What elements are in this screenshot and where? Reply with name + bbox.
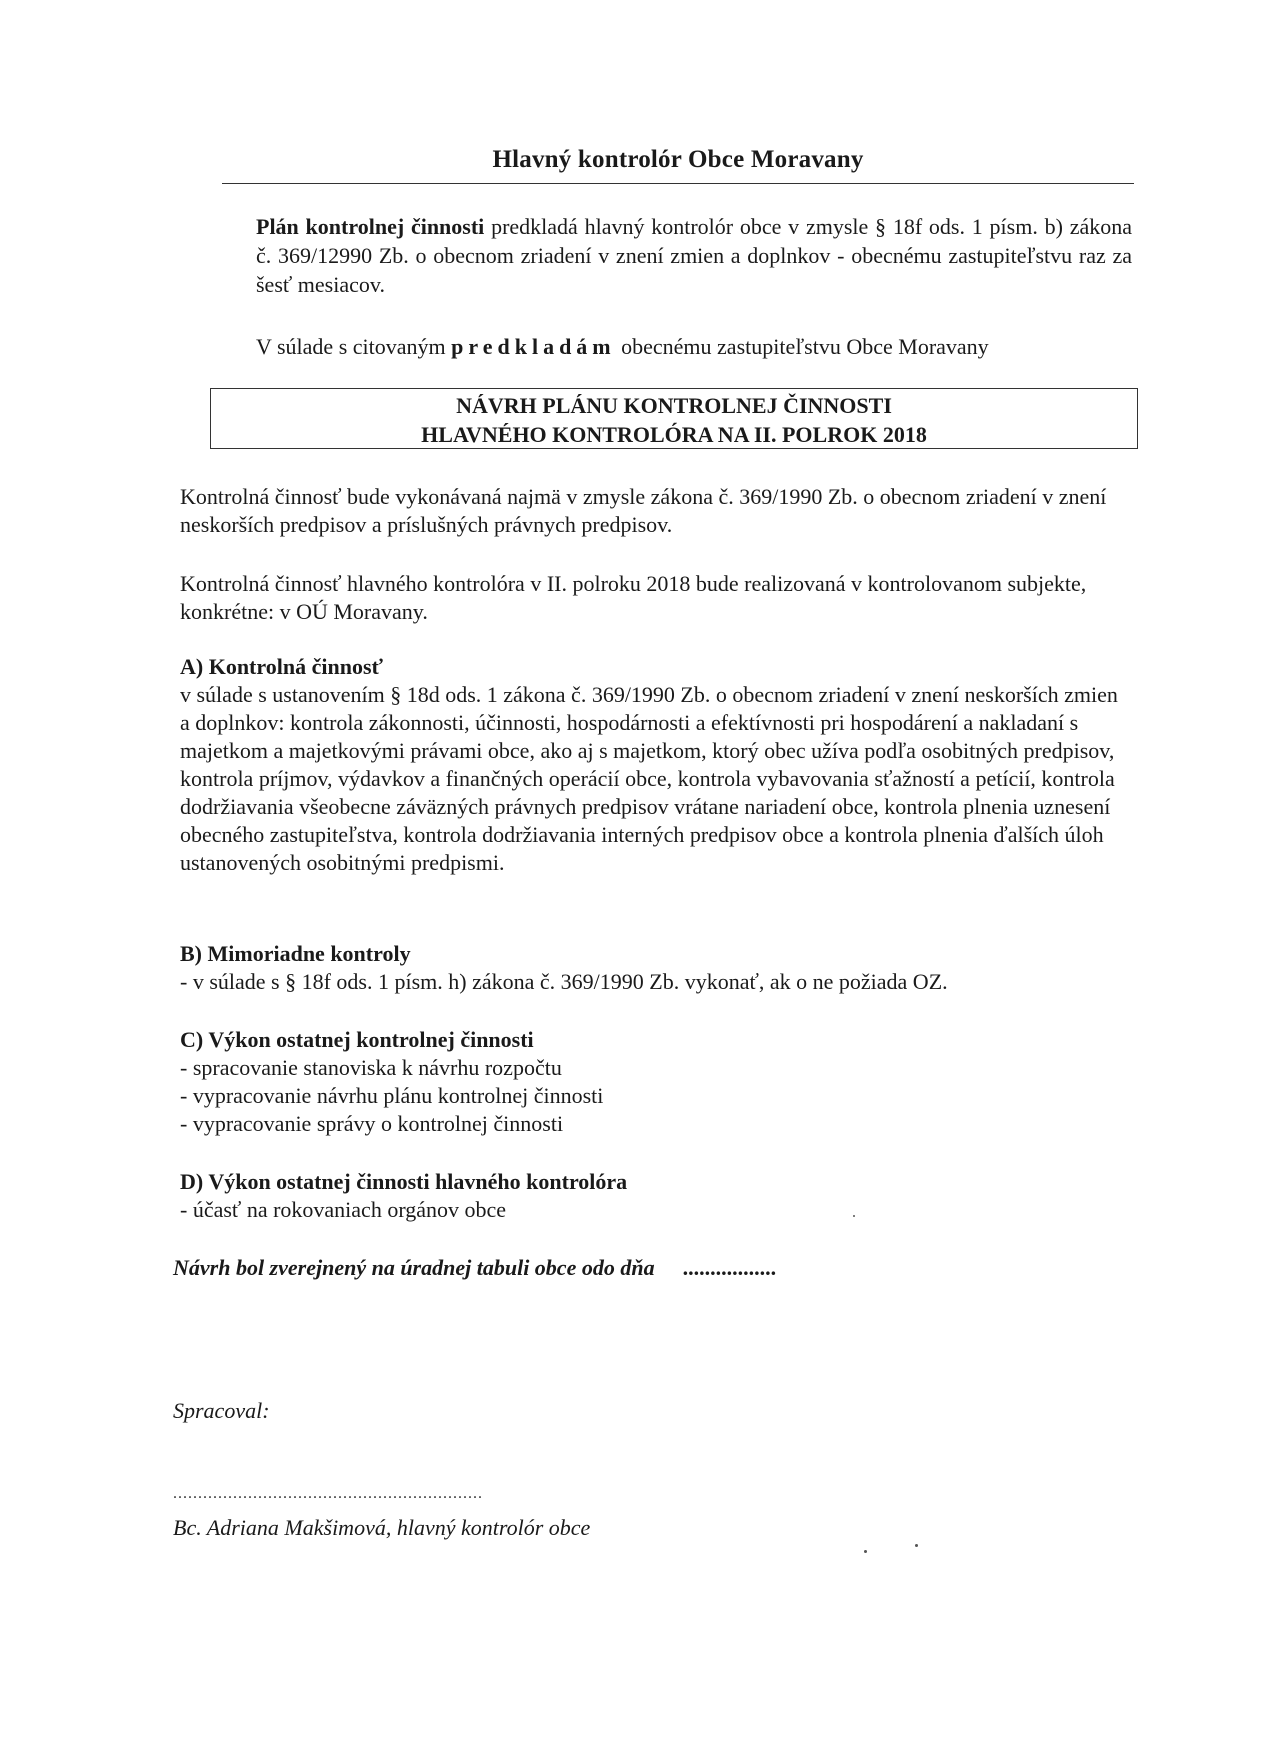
intro-lead: Plán kontrolnej činnosti: [256, 214, 485, 239]
plan-title-line-1: NÁVRH PLÁNU KONTROLNEJ ČINNOSTI: [456, 393, 892, 418]
section-a-text: v súlade s ustanovením § 18d ods. 1 zákona č. 369/1990 Zb. o obecnom zriadení v znení neskorších zmien a doplnkov: kontrola zákonnosti, účinnosti, hospodárnosti a efektívnosti pri hospodárení a nakladaní s majetkom a majetkovými právami obce, ako aj s majetkom, ktorý obec užíva podľa osobitných predpisov, kontrola príjmov, výdavkov a finančných operácií obce, kontrola vybavovania sťažností a petícií, kontrola dodržiavania všeobecne záväzných právnych predpisov vrátane nariadení obce, kontrola plnenia uznesení obecného zastupiteľstva, kontrola dodržiavania interných predpisov obce a kontrola plnenia ďalších úloh ustanovených osobitnými predpismi.: [180, 682, 1118, 875]
title-underline: [222, 183, 1134, 184]
intro-text: predkladá hlavný kontrolór obce v zmysle § 18f ods. 1 písm. b) zákona č. 369/12990 Zb. o obecnom zriadení v znení zmien a doplnkov - obecnému zastupiteľstvu raz za šesť mesiacov.: [256, 214, 1132, 297]
signature-line: ..............................................................: [173, 1485, 483, 1502]
page-title: Hlavný kontrolór Obce Moravany: [492, 146, 864, 173]
plan-title-line-2: HLAVNÉHO KONTROLÓRA NA II. POLROK 2018: [421, 422, 927, 447]
section-c-item: - vypracovanie správy o kontrolnej činnosti: [180, 1111, 564, 1136]
section-a-heading: A) Kontrolná činnosť: [180, 654, 383, 679]
paragraph-1: Kontrolná činnosť bude vykonávaná najmä v zmysle zákona č. 369/1990 Zb. o obecnom zriadení v znení neskorších predpisov a príslušných právnych predpisov.: [180, 484, 1107, 537]
section-d-item: - účasť na rokovaniach orgánov obce: [180, 1197, 507, 1222]
submission-line: [256, 332, 1156, 361]
section-b: [180, 940, 1120, 996]
publication-label: Návrh bol zverejnený na úradnej tabuli obce odo dňa: [173, 1255, 655, 1280]
scan-speck: [915, 1544, 918, 1547]
submission-suffix: obecnému zastupiteľstvu Obce Moravany: [615, 334, 989, 359]
signer-name: Bc. Adriana Makšimová, hlavný kontrolór obce: [173, 1515, 591, 1540]
publication-note: [173, 1255, 776, 1281]
section-b-text: - v súlade s § 18f ods. 1 písm. h) zákona č. 369/1990 Zb. vykonať, ak o ne požiada OZ.: [180, 969, 948, 994]
section-d: [180, 1168, 1120, 1224]
section-c: [180, 1026, 1120, 1138]
section-d-heading: D) Výkon ostatnej činnosti hlavného kontrolóra: [180, 1169, 628, 1194]
submission-spaced-word: predkladám: [451, 334, 616, 359]
section-a: [180, 653, 1120, 877]
scan-speck: [853, 1215, 855, 1217]
section-c-item: - vypracovanie návrhu plánu kontrolnej činnosti: [180, 1083, 604, 1108]
submission-prefix: V súlade s citovaným: [256, 334, 452, 359]
publication-date-blank: .................: [682, 1255, 777, 1280]
intro-paragraph: [256, 212, 1132, 299]
scan-speck: [864, 1550, 867, 1553]
section-b-heading: B) Mimoriadne kontroly: [180, 941, 411, 966]
section-c-item: - spracovanie stanoviska k návrhu rozpočtu: [180, 1055, 562, 1080]
paragraph-2: Kontrolná činnosť hlavného kontrolóra v II. polroku 2018 bude realizovaná v kontrolovanom subjekte, konkrétne: v OÚ Moravany.: [180, 571, 1087, 624]
processed-by-label: Spracoval:: [173, 1398, 270, 1423]
plan-title-box: [210, 388, 1138, 449]
section-c-heading: C) Výkon ostatnej kontrolnej činnosti: [180, 1027, 534, 1052]
